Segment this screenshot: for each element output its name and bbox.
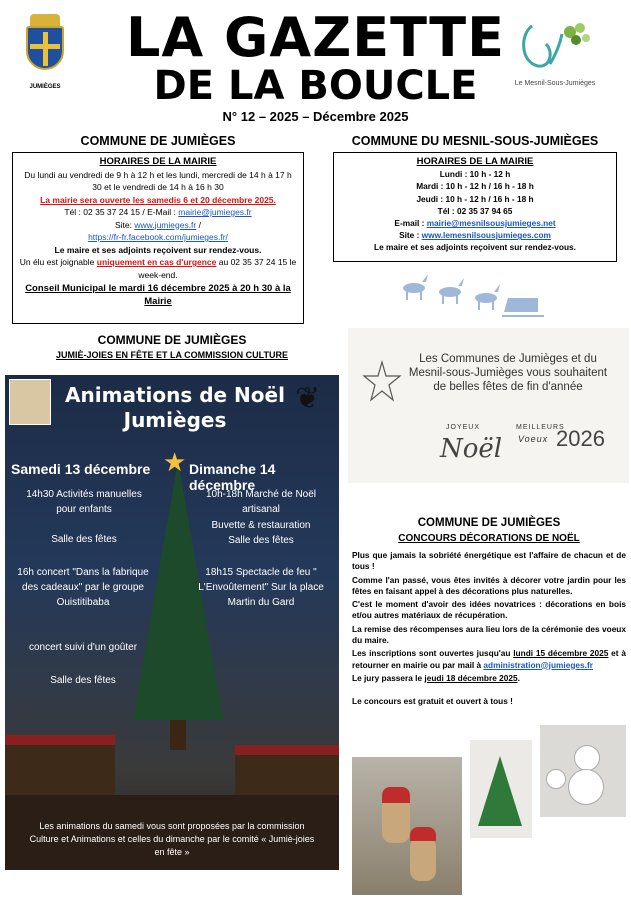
culture-heading: COMMUNE DE JUMIÈGES xyxy=(97,333,247,347)
poster-title: Animations de Noël xyxy=(65,383,285,407)
contest-p7: Le concours est gratuit et ouvert à tous ! xyxy=(352,696,513,707)
greeting-voeux: Voeux xyxy=(518,434,549,444)
contest-email-link[interactable]: administration@jumieges.fr xyxy=(483,659,593,670)
contest-p6 xyxy=(352,673,626,684)
crest-label: JUMIÈGES xyxy=(29,84,61,90)
saturday-place-2: Salle des fêtes xyxy=(50,675,116,686)
culture-subheading: JUMIÈ-JOIES EN FÊTE ET LA COMMISSION CULTURE xyxy=(55,350,288,360)
mesnil-box-title: HORAIRES DE LA MAIRIE xyxy=(416,156,534,167)
star-icon: ★ xyxy=(163,447,187,477)
p5-prefix: Les inscriptions sont ouvertes jusqu'au xyxy=(352,648,514,659)
jumieges-elected xyxy=(19,256,297,281)
contest-p1: Plus que jamais la sobriété énergétique est l'affaire de chacun et de tous ! xyxy=(352,550,626,572)
greeting-noel: Noël xyxy=(440,434,503,464)
jumieges-contact xyxy=(19,206,297,219)
greeting-year: 2026 xyxy=(556,426,605,451)
contest-text xyxy=(352,550,626,710)
elected-prefix: Un élu est joignable xyxy=(19,257,97,267)
jumieges-site-link[interactable]: www.jumieges.fr xyxy=(134,219,197,230)
christmas-events-poster xyxy=(5,375,339,870)
greeting-meilleurs: MEILLEURS xyxy=(516,424,565,431)
mesnil-logo xyxy=(510,14,600,104)
gazette-subtitle: DE LA BOUCLE xyxy=(153,63,478,109)
contest-p4: La remise des récompenses aura lieu lors de la cérémonie des voeux du maire. xyxy=(352,623,626,646)
sunday-market: 10h-18h Marché de Noël artisanal xyxy=(205,489,317,515)
email-prefix: E-mail : xyxy=(394,218,427,229)
reindeer-sleigh-icon xyxy=(398,268,548,328)
saturday-snack: concert suivi d'un goûter xyxy=(28,642,138,653)
jumieges-facebook-link[interactable]: https://fr-fr.facebook.com/jumieges.fr/ xyxy=(88,232,228,242)
mesnil-site-line xyxy=(340,229,610,241)
sunday-fire-show: 18h15 Spectacle de feu " L'Envoûtement" Sur la place Martin du Gard xyxy=(198,567,324,608)
gazette-title: LA GAZETTE xyxy=(126,6,505,69)
mesnil-email-link[interactable]: mairie@mesnilsousjumieges.net xyxy=(426,218,556,229)
issue-number: N° 12 – 2025 – Décembre 2025 xyxy=(222,109,409,124)
saturday-place-1: Salle des fêtes xyxy=(51,534,117,545)
mesnil-logo-label: Le Mesnil-Sous-Jumièges xyxy=(514,80,596,87)
season-greetings-card xyxy=(348,328,629,483)
saturday-notice: La mairie sera ouverte les samedis 6 et 20 décembre 2025. xyxy=(40,194,276,205)
tree-trunk xyxy=(170,720,186,750)
contest-subheading: CONCOURS DÉCORATIONS DE NOËL xyxy=(398,533,580,544)
greeting-joyeux: JOYEUX xyxy=(446,424,481,431)
contact-prefix: Tél : 02 35 37 24 15 / E-Mail : xyxy=(64,207,179,217)
sunday-place: Salle des fêtes xyxy=(228,535,294,546)
mesnil-tuesday: Mardi : 10 h - 12 h / 16 h - 18 h xyxy=(416,181,534,192)
p5-suffix: et à retourner en mairie ou par mail à xyxy=(352,648,626,670)
contest-p2: Comme l'an passé, vous êtes invités à décorer votre jardin pour les fêtes en faisant appel à des décorations plus naturelles. xyxy=(352,574,626,596)
sunday-bar: Buvette & restauration xyxy=(211,520,311,531)
jumieges-email-link[interactable]: mairie@jumieges.fr xyxy=(178,207,252,217)
contest-heading: COMMUNE DE JUMIÈGES xyxy=(417,517,561,529)
jumieges-appointment: Le maire et ses adjoints reçoivent sur rendez-vous. xyxy=(54,244,262,255)
p6-prefix: Le jury passera le xyxy=(352,672,425,683)
p6-suffix: . xyxy=(517,672,520,683)
mesnil-heading: COMMUNE DU MESNIL-SOUS-JUMIÈGES xyxy=(351,134,599,148)
poster-footer: Les animations du samedi vous sont proposées par la commission Culture et Animations et celles du dimanche par le comité « Jumiè-joies en fête » xyxy=(29,821,315,857)
sunday-heading: Dimanche 14 décembre xyxy=(189,461,276,493)
mesnil-thursday: Jeudi : 10 h - 12 h / 16 h - 18 h xyxy=(416,193,534,204)
jumieges-site-line xyxy=(19,219,297,232)
snowman-photo xyxy=(540,725,626,817)
jumieges-heading: COMMUNE DE JUMIÈGES xyxy=(80,134,236,148)
mesnil-phone: Tél : 02 35 37 94 65 xyxy=(437,205,513,216)
poster-town: Jumièges xyxy=(123,408,227,432)
p5-date: lundi 15 décembre 2025 xyxy=(513,648,609,659)
greeting-text: Les Communes de Jumièges et du Mesnil-sous-Jumièges vous souhaitent de belles fêtes de fin d'année xyxy=(408,353,608,393)
wood-santa-photo xyxy=(352,757,462,895)
saturday-concert: 16h concert "Dans la fabrique des cadeaux" par le groupe Ouistitibaba xyxy=(17,567,149,608)
p6-date: jeudi 18 décembre 2025 xyxy=(424,672,518,683)
saturday-activity-1: 14h30 Activités manuelles pour enfants xyxy=(26,489,142,515)
tree-logo-icon xyxy=(510,14,600,80)
council-meeting: Conseil Municipal le mardi 16 décembre 2025 à 20 h 30 à la Mairie xyxy=(25,283,291,307)
mesnil-appointment: Le maire et ses adjoints reçoivent sur rendez-vous. xyxy=(374,242,576,253)
contest-p5 xyxy=(352,648,626,671)
mesnil-monday: Lundi : 10 h - 12 h xyxy=(439,169,511,180)
contest-p3: C'est le moment d'avoir des idées novatrices : décorations en bois et/ou autres matériaux de récupération. xyxy=(352,599,626,621)
star-ornament-icon xyxy=(362,358,402,408)
mesnil-site-link[interactable]: www.lemesnilsousjumieges.com xyxy=(421,230,551,241)
saturday-heading: Samedi 13 décembre xyxy=(11,461,151,477)
dragon-icon: ❦ xyxy=(295,382,321,415)
pallet-tree-photo xyxy=(470,740,532,838)
elected-suffix: au 02 35 37 24 15 le week-end. xyxy=(138,257,297,280)
jumieges-hours: Du lundi au vendredi de 9 h à 12 h et les lundi, mercredi de 14 h à 17 h 30 et le vendredi de 14 h à 16 h 30 xyxy=(24,169,292,192)
jumieges-hours-box xyxy=(12,152,304,324)
site-sep: / xyxy=(196,219,201,230)
mesnil-hours-box xyxy=(333,152,617,262)
mesnil-email-line xyxy=(340,217,610,229)
site-prefix: Site: xyxy=(115,219,135,230)
jumieges-box-title: HORAIRES DE LA MAIRIE xyxy=(99,156,217,167)
elected-emphasis: uniquement en cas d'urgence xyxy=(96,257,217,267)
site-prefix: Site : xyxy=(399,230,422,241)
